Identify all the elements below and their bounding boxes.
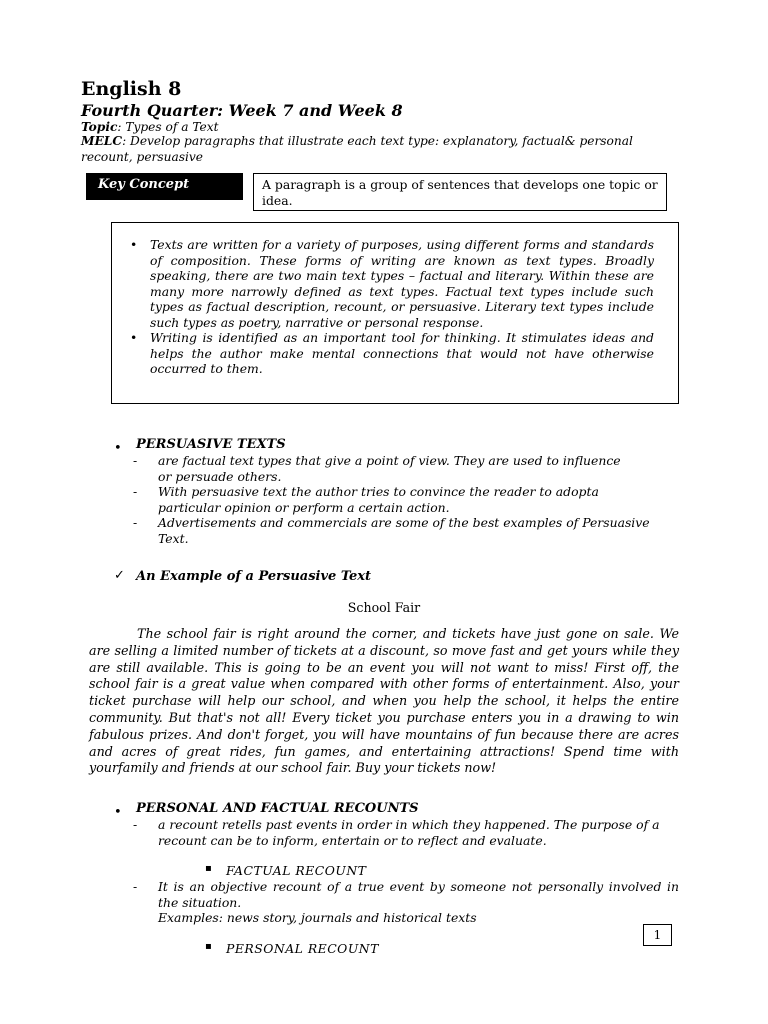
topic-value: : Types of a Text <box>117 120 219 134</box>
dash-marker: - <box>133 817 138 832</box>
example-body: The school fair is right around the corner, and tickets have just gone on sale. We are selling a limited number of tickets at a discount, so move fast and get yours while they are still available. This is going to be an event you will not want to miss! First off, the school fair is a great value when compared with other forms of entertainment. Also, your ticket purchase will help our school, and when you help the school, it helps the entire community. But that's not all! Every ticket you purchase enters you in a drawing to win fabulous prizes. And don't forget, you will have mountains of fun because there are acres and acres of great rides, fun games, and entertaining attractions! Spend time with yourfamily and friends at our school fair. Buy your tickets now! <box>89 626 679 776</box>
dash-marker: - <box>133 453 138 468</box>
check-icon: ✓ <box>114 568 125 583</box>
factual-recount-item <box>133 879 679 926</box>
bullet-marker: • <box>130 330 138 345</box>
dash-marker: - <box>133 879 138 894</box>
concept-bullet-text: Writing is identified as an important tool for thinking. It stimulates ideas and helps the author make mental connections that would not have otherwise occurred to them. <box>150 330 654 376</box>
topic-line <box>81 120 219 134</box>
recounts-item <box>133 817 679 848</box>
concept-box <box>111 222 679 404</box>
bullet-marker: • <box>114 805 122 820</box>
recounts-item-text: a recount retells past events in order in which they happened. The purpose of a recount can be to inform, entertain or to reflect and evaluate. <box>158 817 660 848</box>
dash-marker: - <box>133 515 138 530</box>
recounts-bullet <box>114 801 122 820</box>
concept-bullet-text: Texts are written for a variety of purposes, using different forms and standards of composition. These forms of writing are known as text types. Broadly speaking, there are two main text types – factual and literary. Within these are many more narrowly defined as text types. Factual text types include such types as factual description, recount, or persuasive. Literary text types include such types as poetry, narrative or personal response. <box>150 237 654 330</box>
key-concept-definition: A paragraph is a group of sentences that develops one topic or idea. <box>253 173 667 211</box>
square-bullet: ▪ <box>205 863 212 874</box>
factual-recount-examples: Examples: news story, journals and historical texts <box>158 910 477 925</box>
persuasive-item-3 <box>133 515 679 546</box>
recounts-heading: PERSONAL AND FACTUAL RECOUNTS <box>136 801 419 816</box>
persuasive-item-text: are factual text types that give a point of view. They are used to influence or persuade others. <box>158 453 621 484</box>
document-subject: English 8 <box>81 78 182 100</box>
example-heading: An Example of a Persuasive Text <box>136 569 372 584</box>
key-concept-label: Key Concept <box>86 173 243 200</box>
persuasive-item-2 <box>133 484 679 515</box>
melc-label: MELC <box>81 134 123 148</box>
concept-bullet-1 <box>130 237 654 330</box>
example-title: School Fair <box>347 600 421 615</box>
square-bullet: ▪ <box>205 941 212 952</box>
bullet-marker: • <box>114 441 122 456</box>
topic-label: Topic <box>81 120 118 134</box>
dash-marker: - <box>133 484 138 499</box>
persuasive-item-text: Advertisements and commercials are some of the best examples of Persuasive Text. <box>158 515 650 546</box>
persuasive-heading: PERSUASIVE TEXTS <box>136 437 286 452</box>
page-number: 1 <box>643 924 672 946</box>
personal-recount-heading: PERSONAL RECOUNT <box>226 941 379 956</box>
persuasive-item-1 <box>133 453 679 484</box>
factual-recount-text: It is an objective recount of a true event by someone not personally involved in the situation. <box>158 879 679 910</box>
persuasive-bullet <box>114 437 122 456</box>
melc-line <box>81 134 681 165</box>
bullet-marker: • <box>130 237 138 252</box>
persuasive-item-text: With persuasive text the author tries to convince the reader to adopta particular opinion or perform a certain action. <box>158 484 599 515</box>
concept-bullet-2 <box>130 330 654 377</box>
factual-recount-heading: FACTUAL RECOUNT <box>226 863 367 878</box>
melc-value: : Develop paragraphs that illustrate each text type: explanatory, factual& personal recount, persuasive <box>81 134 633 164</box>
document-quarter: Fourth Quarter: Week 7 and Week 8 <box>81 101 403 120</box>
